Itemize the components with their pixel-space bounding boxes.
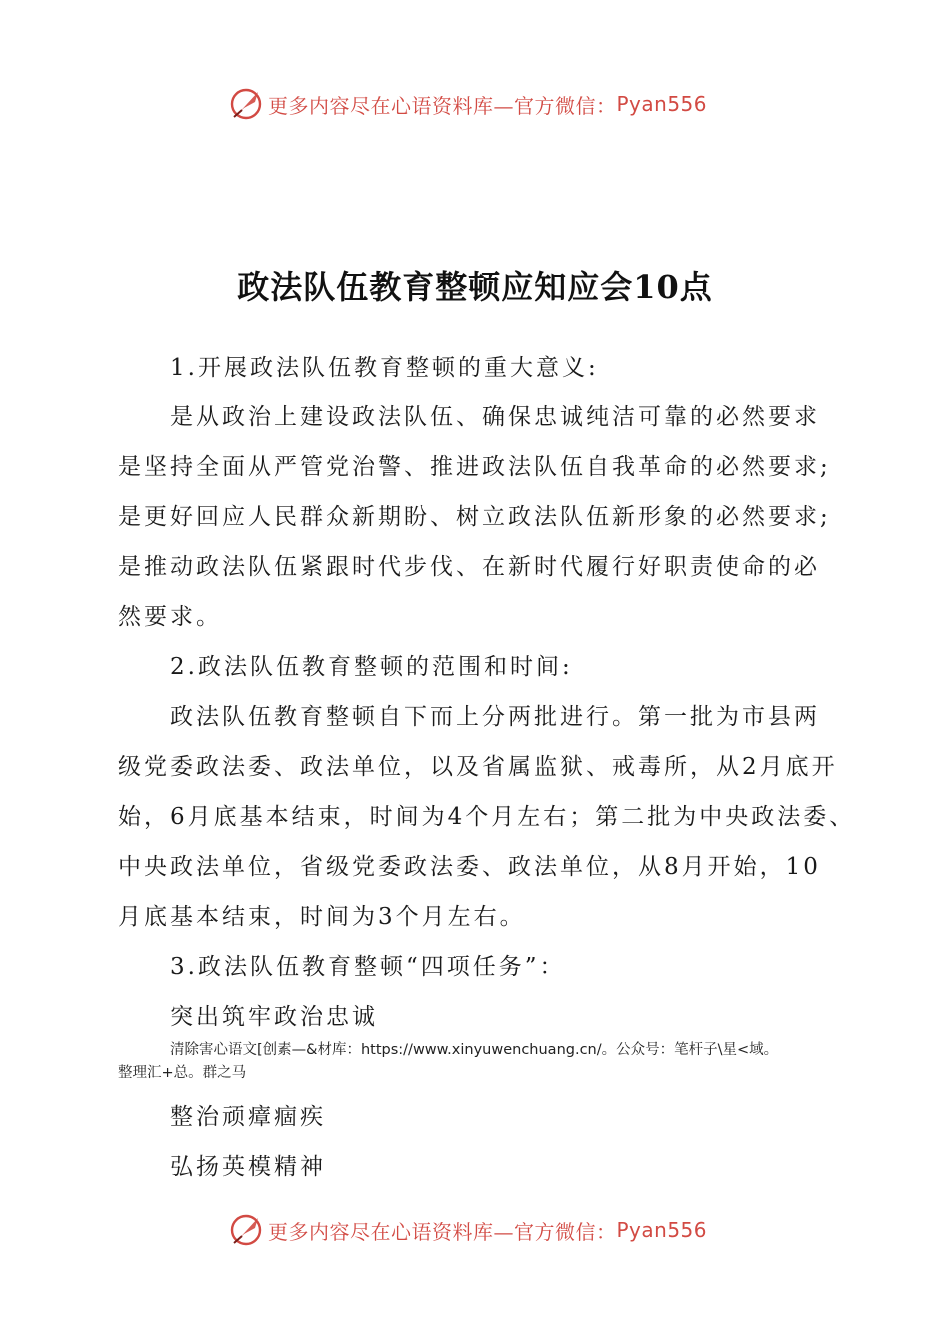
- body-line: 中央政法单位，省级党委政法委、政法单位，从8月开始，10: [118, 854, 821, 880]
- banner-wechat-id: Pyan556: [616, 1218, 708, 1242]
- body-line: 是坚持全面从严管党治警、推进政法队伍自我革命的必然要求;: [118, 454, 831, 480]
- quill-logo-icon: [228, 1212, 264, 1248]
- task-item: 整治顽瘴痼疾: [170, 1104, 326, 1130]
- task-item: 弘扬英模精神: [170, 1154, 326, 1180]
- body-line: 月底基本结束，时间为3个月左右。: [118, 904, 526, 930]
- body-line: 然要求。: [118, 604, 222, 630]
- banner-wechat-id: Pyan556: [616, 92, 708, 116]
- section-heading-2: 2.政法队伍教育整顿的范围和时间:: [170, 654, 573, 680]
- banner-text: 更多内容尽在心语资料库—官方微信：: [268, 93, 617, 118]
- body-line: 是从政治上建设政法队伍、确保忠诚纯洁可靠的必然要求: [170, 404, 820, 430]
- body-line: 是更好回应人民群众新期盼、树立政法队伍新形象的必然要求;: [118, 504, 831, 530]
- section-heading-1: 1.开展政法队伍教育整顿的重大意义:: [170, 355, 599, 381]
- task-item: 突出筑牢政治忠诚: [170, 1004, 378, 1030]
- body-line: 政法队伍教育整顿自下而上分两批进行。第一批为市县两: [170, 704, 820, 730]
- body-line: 级党委政法委、政法单位，以及省属监狱、戒毒所，从2月底开: [118, 754, 838, 780]
- quill-logo-icon: [228, 86, 264, 122]
- body-line: 是推动政法队伍紧跟时代步伐、在新时代履行好职责使命的必: [118, 554, 820, 580]
- watermark-note: 清除害心语文[创素—&材库：https://www.xinyuwenchuang.cn/。公众号：笔杆子\星<域。: [170, 1042, 779, 1058]
- watermark-note-cont: 整理汇+总。群之马: [118, 1065, 247, 1081]
- page-title: 政法队伍教育整顿应知应会10点: [237, 268, 713, 306]
- footer-banner: [228, 1210, 748, 1250]
- body-line: 始，6月底基本结束，时间为4个月左右；第二批为中央政法委、: [118, 804, 856, 830]
- banner-text: 更多内容尽在心语资料库—官方微信：: [268, 1219, 617, 1244]
- header-banner: [228, 84, 748, 124]
- section-heading-3: 3.政法队伍教育整顿“四项任务”：: [170, 954, 566, 980]
